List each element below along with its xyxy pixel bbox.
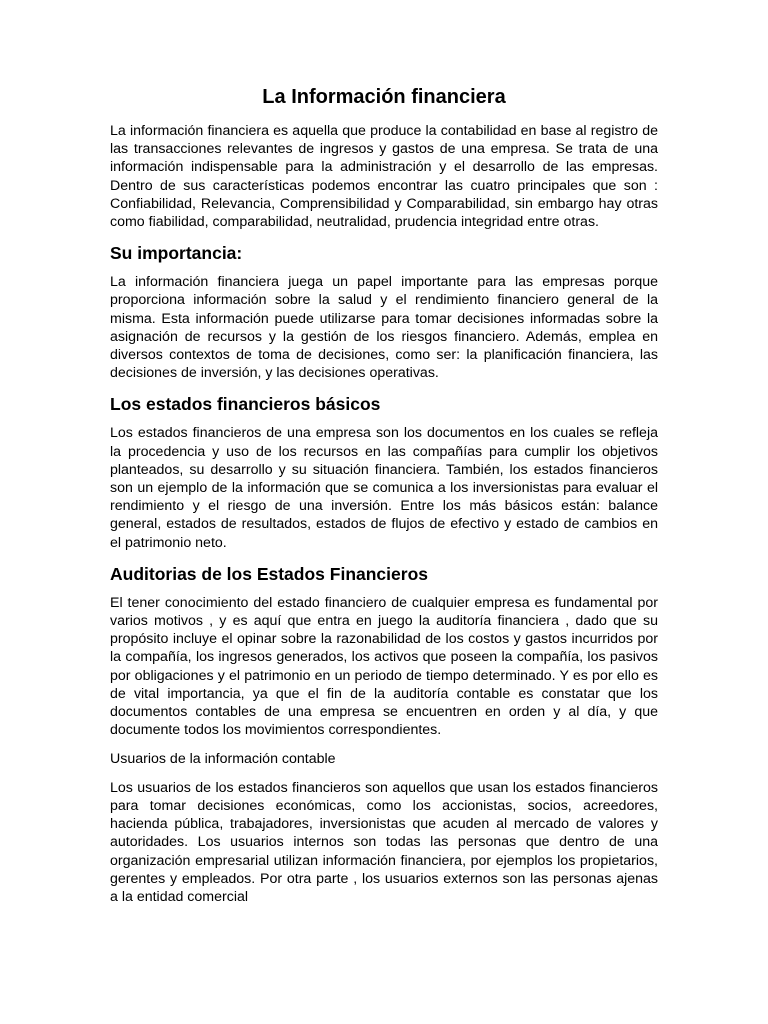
document-title: La Información financiera <box>262 86 506 108</box>
section-body-auditorias: El tener conocimiento del estado financiero de cualquier empresa es fundamental por varios motivos , y es aquí que entra en juego la auditoría financiera , dado que su propósito incluye el opinar sobre la razonabilidad de los costos y gastos incurridos por la compañía, los ingresos generados, los activos que poseen la compañía, los pasivos por obligaciones y el patrimonio en un periodo de tiempo determinado. Y es por ello es de vital importancia, ya que el fin de la auditoría contable es constatar que los documentos contables de una empresa se encuentren en orden y al día, y que documente todos los movimientos correspondientes. <box>110 594 658 739</box>
document-page <box>110 84 658 917</box>
intro-paragraph: La información financiera es aquella que produce la contabilidad en base al registro de las transacciones relevantes de ingresos y gastos de una empresa. Se trata de una información indispensable para la administración y el desarrollo de las empresas. Dentro de sus características podemos encontrar las cuatro principales que son : Confiabilidad, Relevancia, Comprensibilidad y Comparabilidad, sin embargo hay otras como fiabilidad, comparabilidad, neutralidad, prudencia integridad entre otras. <box>110 123 658 231</box>
subsection-body-usuarios: Los usuarios de los estados financieros son aquellos que usan los estados financieros para tomar decisiones económicas, como los accionistas, socios, acreedores, hacienda pública, trabajadores, inversionistas que acuden al mercado de valores y autoridades. Los usuarios internos son todas las personas que dentro de una organización empresarial utilizan información financiera, por ejemplos los propietarios, gerentes y empleados. Por otra parte , los usuarios externos son las personas ajenas a la entidad comercial <box>110 779 658 905</box>
section-heading-auditorias: Auditorias de los Estados Financieros <box>110 563 428 584</box>
section-body-estados-basicos: Los estados financieros de una empresa son los documentos en los cuales se refleja la procedencia y uso de los recursos en las compañías para cumplir los objetivos planteados, su desarrollo y su situación financiera. También, los estados financieros son un ejemplo de la información que se comunica a los inversionistas para evaluar el rendimiento y el riesgo de una inversión. Entre los más básicos están: balance general, estados de resultados, estados de flujos de efectivo y estado de cambios en el patrimonio neto. <box>110 425 658 551</box>
section-heading-estados-basicos: Los estados financieros básicos <box>110 394 381 415</box>
section-body-importancia: La información financiera juega un papel importante para las empresas porque proporciona información sobre la salud y el rendimiento financiero general de la misma. Esta información puede utilizarse para tomar decisiones informadas sobre la asignación de recursos y la gestión de los riesgos financiero. Además, emplea en diversos contextos de toma de decisiones, como ser: la planificación financiera, las decisiones de inversión, y las decisiones operativas. <box>110 274 658 382</box>
subsection-heading-usuarios: Usuarios de la información contable <box>110 751 336 768</box>
section-heading-importancia: Su importancia: <box>110 243 243 264</box>
